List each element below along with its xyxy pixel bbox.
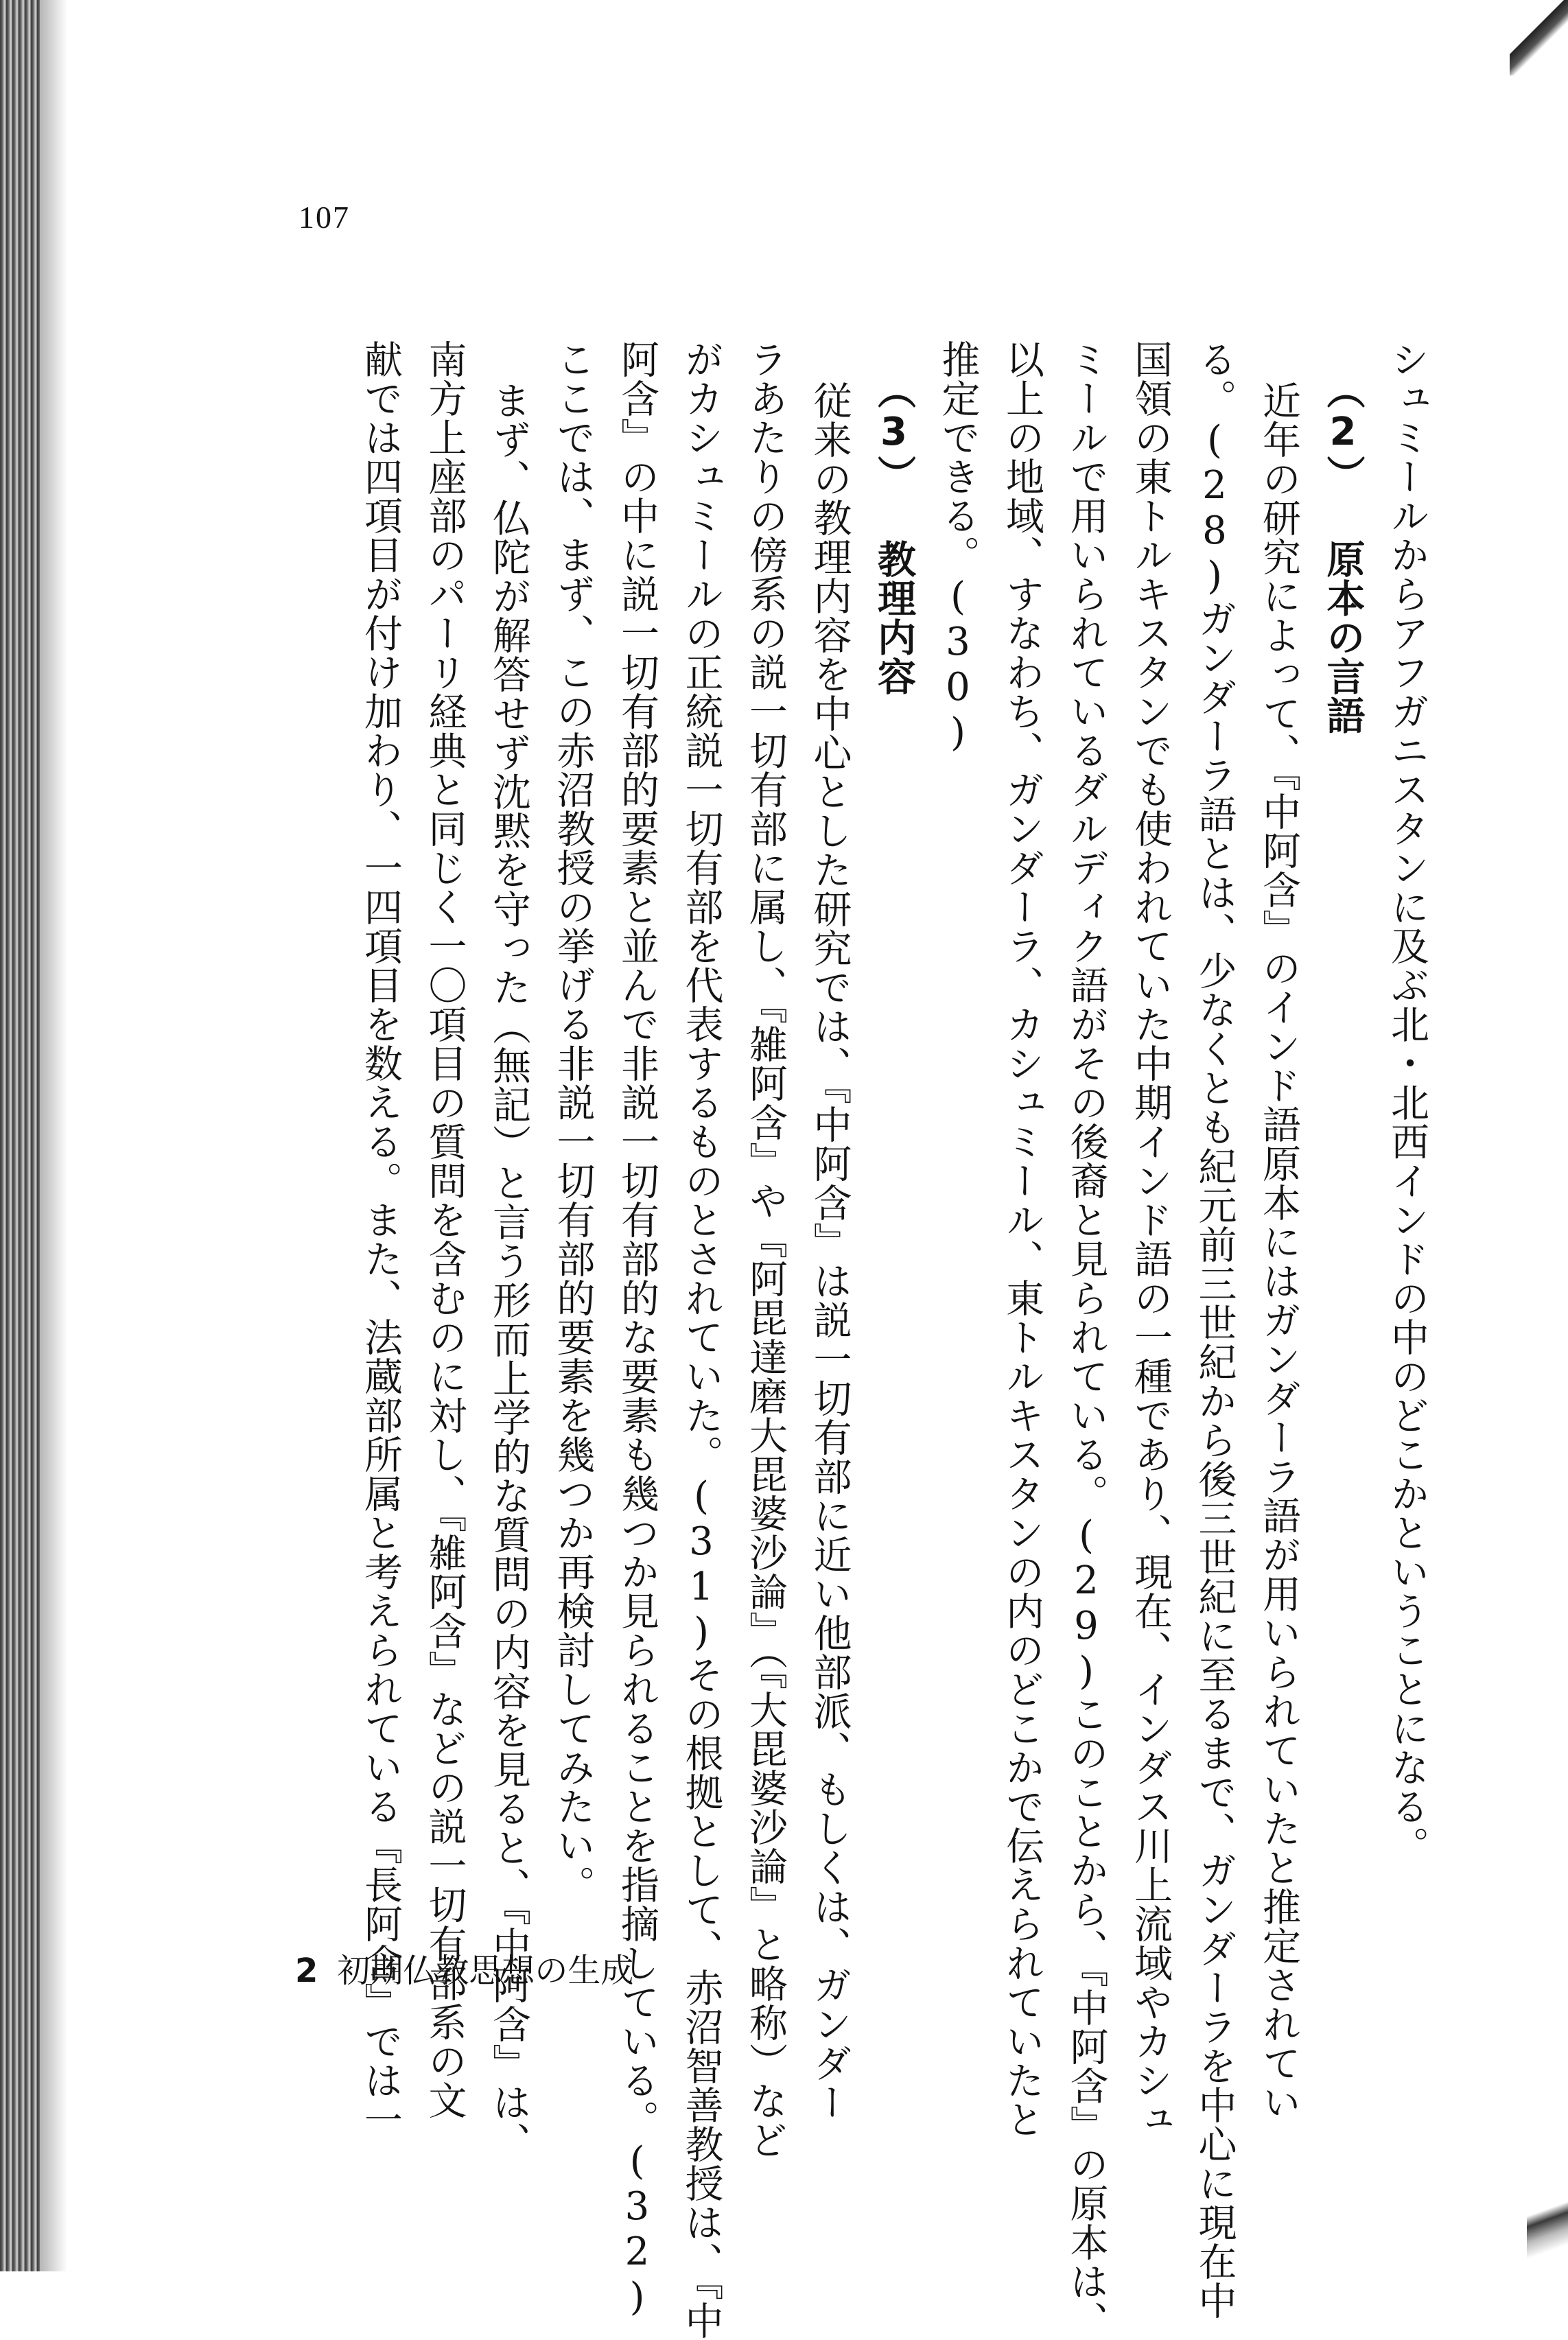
- section-heading: （2） 原本の言語: [1320, 371, 1366, 735]
- text-column: 近年の研究によって、『中阿含』のインド語原本にはガンダーラ語が用いられていたと推定されてい: [1256, 381, 1301, 2122]
- book-gutter: [0, 0, 40, 2271]
- text-column: 国領の東トルキスタンでも使われていた中期インド語の一種であり、現在、インダス川上流域やカシュ: [1128, 340, 1173, 2139]
- text-column: 以上の地域、すなわち、ガンダーラ、カシュミール、東トルキスタンの内のどこかで伝えられていたと: [1000, 340, 1044, 2139]
- text-column: 従来の教理内容を中心とした研究では、『中阿含』は説一切有部に近い他部派、もしくは、ガンダー: [807, 381, 852, 2122]
- section-heading: （3） 教理内容: [871, 371, 916, 696]
- chapter-title: 初期仏教思想の生成: [337, 1952, 634, 1990]
- gutter-shadow: [40, 0, 67, 2271]
- text-column: る。(28)ガンダーラ語とは、少なくとも紀元前三世紀から後三世紀に至るまで、ガンダーラを中心に現在中: [1192, 340, 1237, 2320]
- text-column: 阿含』の中に説一切有部的要素と並んで非説一切有部的な要素も幾つか見られることを指摘している。(32): [615, 340, 659, 2320]
- text-column: まず、仏陀が解答せず沈黙を守った（無記）と言う形而上学的な質問の内容を見ると、『中阿含』は、: [487, 381, 531, 2161]
- chapter-number: 2: [295, 1952, 318, 1990]
- scan-corner-mark: [1527, 2179, 1568, 2271]
- text-column: 献では四項目が付け加わり、一四項目を数える。また、法蔵部所属と考えられている『長阿含』では一: [358, 340, 403, 2139]
- text-column: 南方上座部のパーリ経典と同じく一〇項目の質問を含むのに対し、『雑阿含』などの説一切有部系の文: [422, 340, 467, 2120]
- text-column: シュミールからアフガニスタンに及ぶ北・北西インドの中のどこかということになる。: [1385, 340, 1429, 1865]
- text-column: がカシュミールの正統説一切有部を代表するものとされていた。(31)その根拠として、赤沼智善教授は、『中: [679, 340, 724, 2340]
- text-column: ラあたりの傍系の説一切有部に属し、『雑阿含』や『阿毘達磨大毘婆沙論』（『大毘婆沙論』と略称）など: [743, 340, 788, 2160]
- scan-corner-mark: [1510, 0, 1568, 75]
- page-number: 107: [299, 200, 350, 235]
- text-column: ミールで用いられているダルディク語がその後裔と見られている。(29)このことから、『中阿含』の原本は、: [1064, 340, 1109, 2340]
- running-head: [295, 1944, 633, 1991]
- text-column: ここでは、まず、この赤沼教授の挙げる非説一切有部的要素を幾つか再検討してみたい。: [550, 340, 596, 1904]
- text-column: 推定できる。(30): [935, 340, 981, 756]
